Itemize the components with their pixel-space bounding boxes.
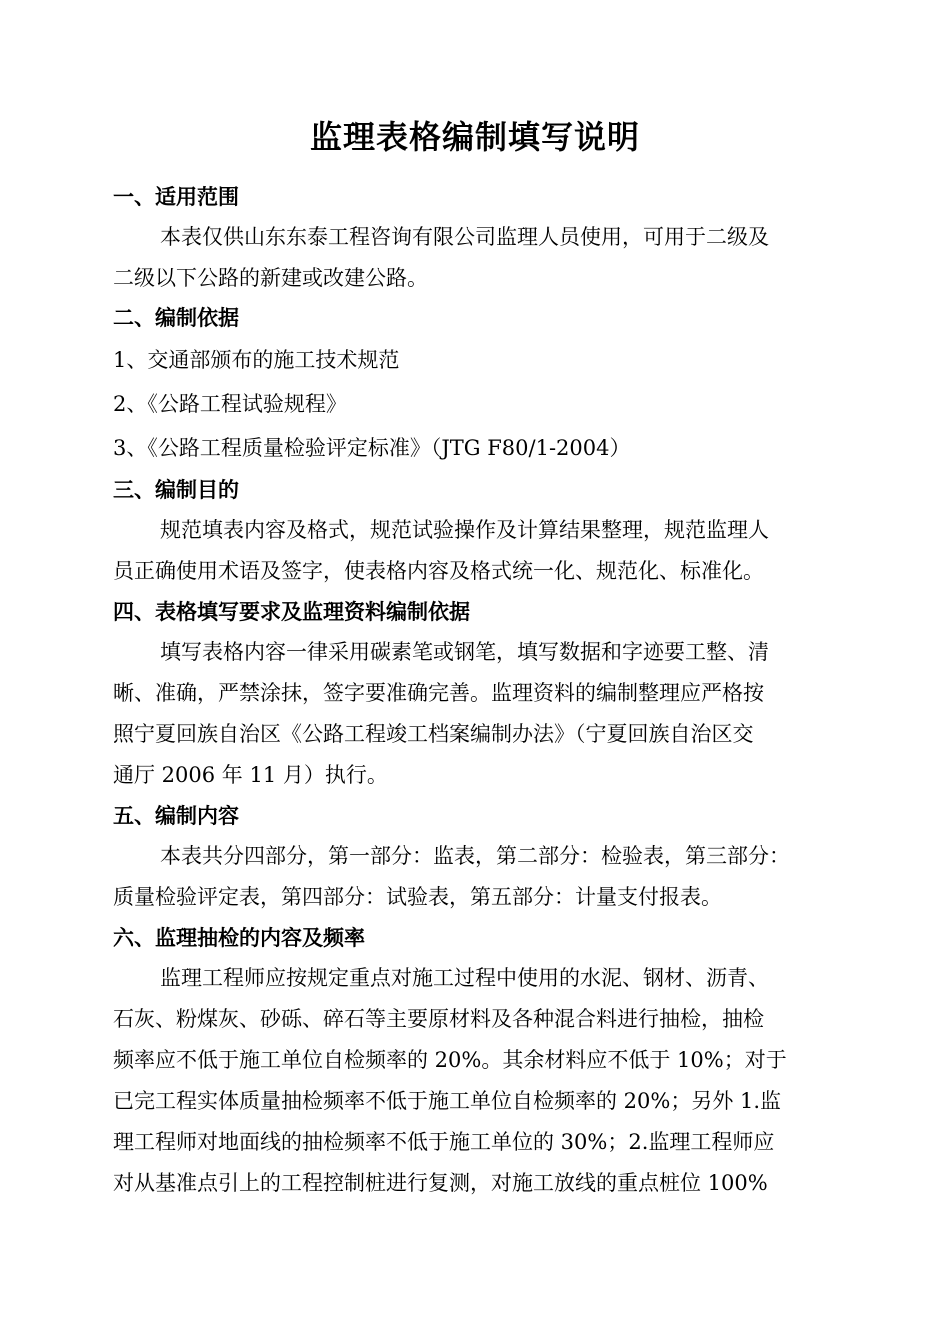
section-paragraph-scope	[113, 217, 859, 299]
paragraph-line: 质量检验评定表，第四部分：试验表，第五部分：计量支付报表。	[113, 885, 722, 909]
paragraph-line: 对从基准点引上的工程控制桩进行复测，对施工放线的重点桩位 100%	[113, 1171, 768, 1195]
paragraph-line: 晰、准确，严禁涂抹，签字要准确完善。监理资料的编制整理应严格按	[113, 681, 764, 705]
section-heading-sampling: 六、监理抽检的内容及频率	[113, 925, 365, 950]
section-heading-basis: 二、编制依据	[113, 305, 239, 330]
paragraph-line: 规范填表内容及格式，规范试验操作及计算结果整理，规范监理人	[160, 518, 769, 542]
section-paragraph-requirements	[113, 632, 859, 796]
paragraph-line: 石灰、粉煤灰、砂砾、碎石等主要原材料及各种混合料进行抽检，抽检	[113, 1007, 764, 1031]
section-heading-purpose: 三、编制目的	[113, 477, 239, 502]
section-paragraph-purpose	[113, 510, 859, 592]
paragraph-line: 已完工程实体质量抽检频率不低于施工单位自检频率的 20%；另外 1.监	[113, 1089, 782, 1113]
section-heading-contents: 五、编制内容	[113, 803, 239, 828]
basis-item: 3、《公路工程质量检验评定标准》（JTG F80/1-2004）	[113, 436, 631, 460]
paragraph-line: 本表仅供山东东泰工程咨询有限公司监理人员使用，可用于二级及	[160, 225, 769, 249]
section-heading-scope: 一、适用范围	[113, 184, 239, 209]
paragraph-line: 通厅 2006 年 11 月）执行。	[113, 763, 388, 787]
paragraph-line: 监理工程师应按规定重点对施工过程中使用的水泥、钢材、沥青、	[160, 966, 769, 990]
document-title: 监理表格编制填写说明	[309, 118, 640, 156]
document-body	[113, 177, 859, 1204]
section-heading-requirements: 四、表格填写要求及监理资料编制依据	[113, 599, 470, 624]
paragraph-line: 频率应不低于施工单位自检频率的 20%。其余材料应不低于 10%；对于	[113, 1048, 787, 1072]
paragraph-line: 员正确使用术语及签字，使表格内容及格式统一化、规范化、标准化。	[113, 559, 764, 583]
paragraph-line: 照宁夏回族自治区《公路工程竣工档案编制办法》（宁夏回族自治区交	[113, 722, 754, 746]
paragraph-line: 填写表格内容一律采用碳素笔或钢笔，填写数据和字迹要工整、清	[160, 640, 769, 664]
section-paragraph-contents	[113, 836, 859, 918]
paragraph-line: 本表共分四部分，第一部分：监表，第二部分：检验表，第三部分：	[160, 844, 790, 868]
basis-item: 1、交通部颁布的施工技术规范	[113, 348, 400, 372]
paragraph-line: 二级以下公路的新建或改建公路。	[113, 266, 428, 290]
basis-item: 2、《公路工程试验规程》	[113, 392, 347, 416]
section-paragraph-sampling	[113, 958, 859, 1204]
paragraph-line: 理工程师对地面线的抽检频率不低于施工单位的 30%；2.监理工程师应	[113, 1130, 775, 1154]
